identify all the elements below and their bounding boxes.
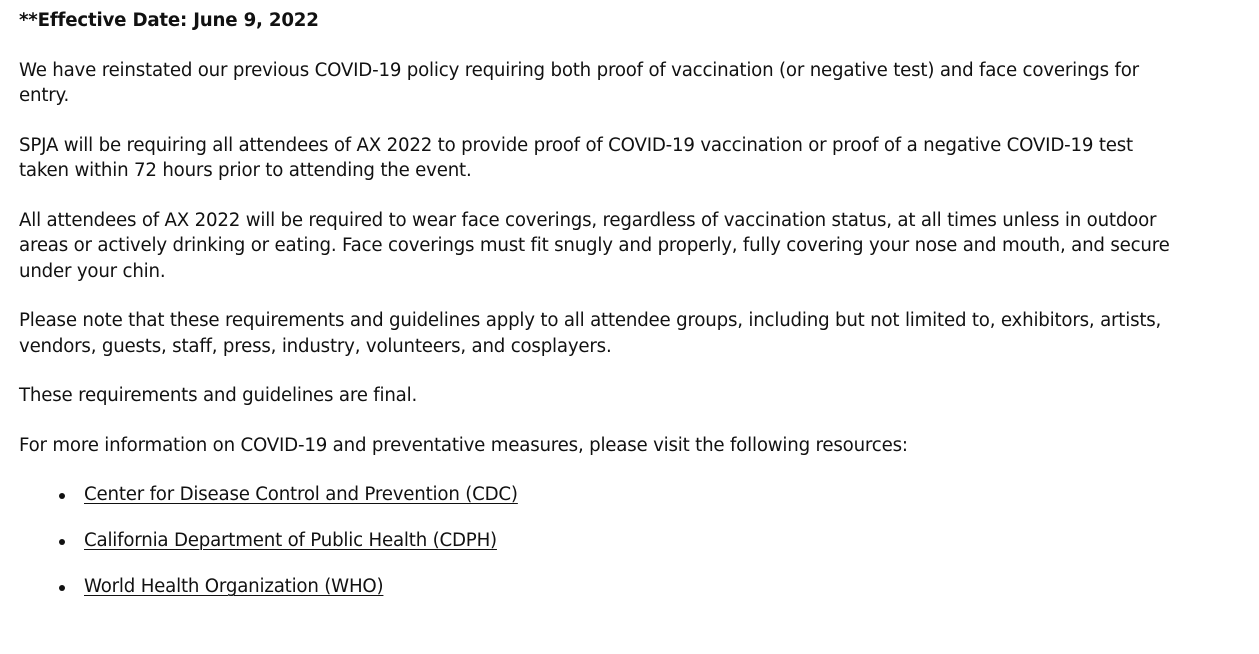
- bullet-icon: [59, 539, 65, 545]
- who-link[interactable]: World Health Organization (WHO): [84, 576, 384, 597]
- resource-list: [19, 482, 1184, 600]
- paragraph-more-information: For more information on COVID-19 and preventative measures, please visit the following resources:: [19, 434, 908, 456]
- resource-item-cdph: [19, 528, 1184, 554]
- bullet-icon: [59, 493, 65, 499]
- cdph-link[interactable]: California Department of Public Health (CDPH): [84, 530, 497, 551]
- paragraph-attendee-groups: Please note that these requirements and guidelines apply to all attendee groups, including but not limited to, exhibitors, artists, vendors, guests, staff, press, industry, volunteers, and cosplayers.: [19, 310, 1162, 357]
- resource-item-cdc: [19, 482, 1184, 508]
- paragraph-face-coverings: All attendees of AX 2022 will be required to wear face coverings, regardless of vaccination status, at all times unless in outdoor areas or actively drinking or eating. Face coverings must fit snugly and properly, fully covering your nose and mouth, and secure under your chin.: [19, 209, 1170, 282]
- effective-date: **Effective Date: June 9, 2022: [19, 10, 319, 31]
- paragraph-final: These requirements and guidelines are final.: [19, 385, 418, 406]
- bullet-icon: [59, 585, 65, 591]
- cdc-link[interactable]: Center for Disease Control and Prevention (CDC): [84, 484, 518, 505]
- paragraph-reinstated-policy: We have reinstated our previous COVID-19 policy requiring both proof of vaccination (or negative test) and face coverings for entry.: [19, 59, 1139, 106]
- paragraph-proof-of-vaccination: SPJA will be requiring all attendees of AX 2022 to provide proof of COVID-19 vaccination or proof of a negative COVID-19 test taken within 72 hours prior to attending the event.: [19, 134, 1133, 181]
- resource-item-who: [19, 574, 1184, 600]
- policy-content: [19, 8, 1184, 620]
